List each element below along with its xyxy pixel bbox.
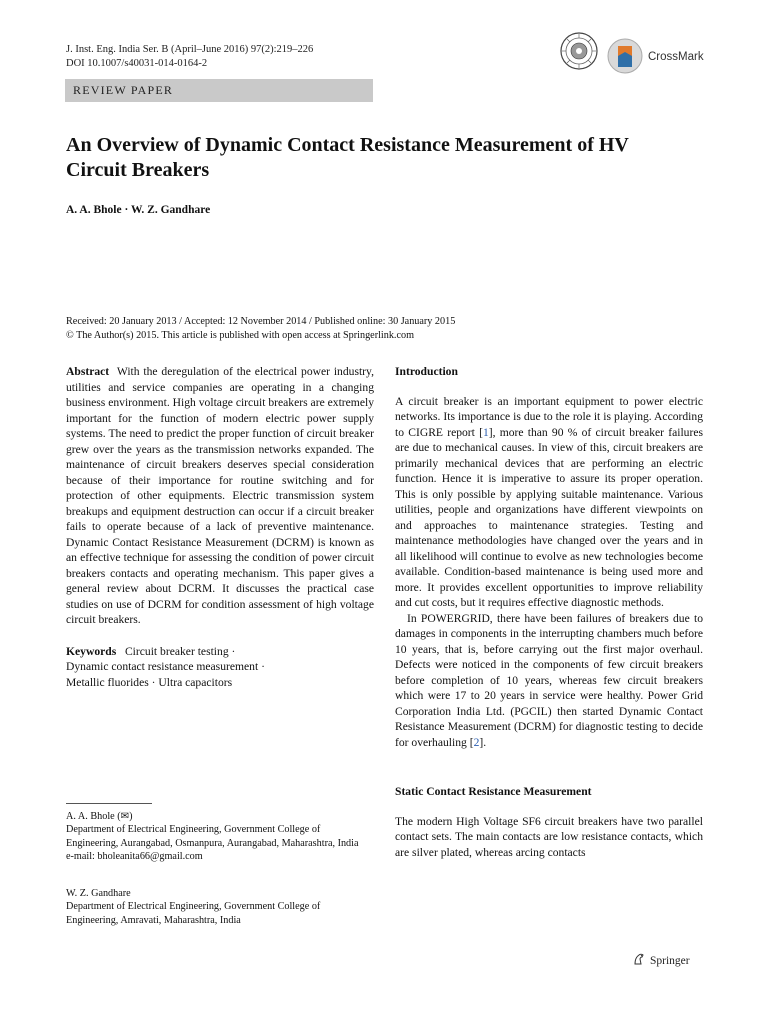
crossmark-icon[interactable] [607,38,643,74]
affiliation-1 [66,810,366,864]
intro-p1-text-b: ], more than 90 % of circuit breaker failures are due to mechanical causes. In view of this, circuit breakers are primarily mechanical devices that are performing an electric function. Hence it is imperative to assure its proper operation. This is only possible by applying suitable maintenance. Various utilities, people and organizations have different viewpoints on and approaches to maintenance strategies. Testing and maintenance methodologies have changed over the years and in all likelihood will continue to evolve as new technologies become available. Condition-based maintenance is being used more and more. It provides excellent opportunities to improve reliability and cut costs, but it requires effective diagnostic methods. [395,425,703,609]
affiliation-1-dept: Department of Electrical Engineering, Government College of Engineering, Aurangabad, Osmanpura, Aurangabad, Maharashtra, India [66,824,359,849]
title-line-2: Circuit Breakers [66,159,210,181]
left-column [66,364,374,690]
right-column [395,364,703,860]
affiliation-2 [66,887,366,927]
static-section-heading: Static Contact Resistance Measurement [395,785,592,798]
abstract [66,364,374,628]
intro-p1-text-a: A circuit breaker is an important equipment to power electric networks. Its importance is due to the role it is playing. According to CIGRE report [ [395,394,703,439]
introduction-paragraph-1 [395,394,703,611]
keywords-line-3: Metallic fluorides · Ultra capacitors [66,675,233,689]
abstract-label: Abstract [66,365,110,378]
abstract-text: With the deregulation of the electrical power industry, utilities and service companies are operating in a changing business environment. High voltage circuit breakers are extremely important for the function of modern electric power supply systems. The need to predict the proper function of circuit breaker grew over the years as the transmission networks expanded. The maintenance of circuit breakers deserves special consideration because of their importance for routine switching and for protection of other equipments. Electric transmission system breakups and equipment destruction can occur if a circuit breaker fails to operate because of a lack of preventive maintenance. Dynamic Contact Resistance Measurement (DCRM) is known as an effective technique for assessing the condition of power circuit breakers contacts and operating mechanism. This paper gives a general review about DCRM. It discusses the practical case studies on use of DCRM for condition assessment of high voltage circuit breakers. [66,365,374,626]
article-type-banner [65,79,373,102]
keywords-line-1: Circuit breaker testing · [124,644,236,658]
reference-link-1[interactable]: 1 [482,425,489,439]
journal-citation: J. Inst. Eng. India Ser. B (April–June 2016) 97(2):219–226 [66,44,314,55]
doi[interactable]: DOI 10.1007/s40031-014-0164-2 [66,58,208,69]
keywords-line-2: Dynamic contact resistance measurement · [66,660,265,673]
article-dates [66,315,706,343]
keywords [66,644,374,691]
journal-seal-icon [560,32,598,70]
article-type-label: REVIEW PAPER [73,83,174,97]
introduction-heading: Introduction [395,365,458,378]
publisher-mark [632,952,690,969]
intro-p2-text-b: ]. [479,735,487,749]
affiliation-2-name: W. Z. Gandhare [66,888,131,899]
keywords-label: Keywords [66,644,117,658]
intro-p2-text-a: In POWERGRID, there have been failures of breakers due to damages in components in the interrupting chambers much before 10 years, that is, before carrying out the first major overhaul. Defects were noticed in the components of few circuit breakers before completion of 10 years, whereas few circuit breakers which were 17 to 20 years in service were healthy. Power Grid Corporation India Ltd. (PGCIL) then started Dynamic Contact Resistance Measurement (DCRM) for diagnostic testing to decide for overhauling [ [395,611,703,749]
springer-horse-icon [632,952,646,969]
static-section-paragraph: The modern High Voltage SF6 circuit breakers have two parallel contact sets. The main contacts are low resistance contacts, which are silver plated, whereas arcing contacts [395,814,703,859]
publisher-name: Springer [650,954,690,967]
article-title [66,133,706,183]
title-line-1: An Overview of Dynamic Contact Resistance Measurement of HV [66,134,629,156]
history-dates: Received: 20 January 2013 / Accepted: 12 November 2014 / Published online: 30 January 2015 [66,316,456,327]
affiliation-1-name: A. A. Bhole (✉) [66,811,133,822]
crossmark-label[interactable]: CrossMark [648,51,704,63]
footnote-divider [66,803,152,804]
affiliation-2-dept: Department of Electrical Engineering, Government College of Engineering, Amravati, Maharashtra, India [66,901,321,926]
affiliation-1-email[interactable]: e-mail: bholeanita66@gmail.com [66,851,203,863]
authors: A. A. Bhole · W. Z. Gandhare [66,204,211,216]
reference-link-2[interactable]: 2 [473,735,480,749]
introduction-paragraph-2 [395,611,703,751]
copyright-line: © The Author(s) 2015. This article is published with open access at Springerlink.com [66,330,415,341]
